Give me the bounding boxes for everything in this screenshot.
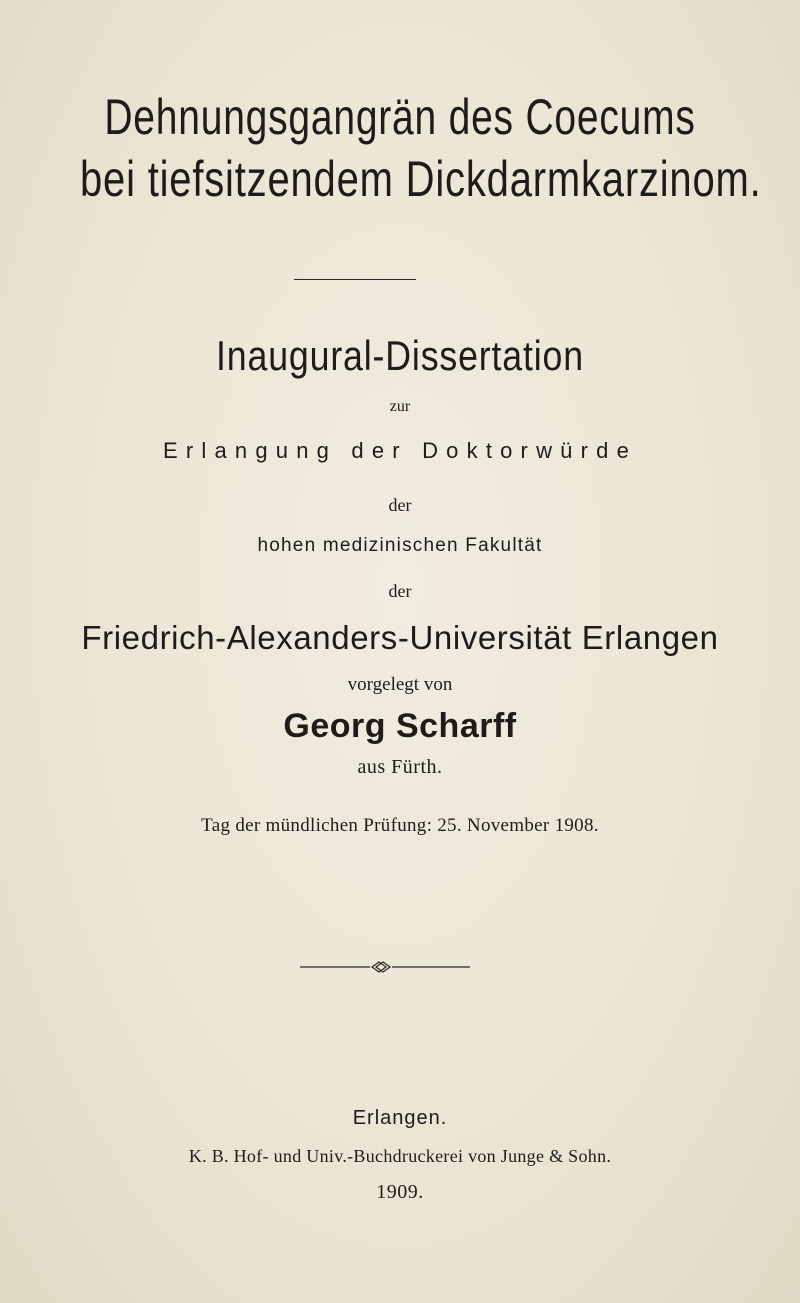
title-line-2: bei tiefsitzendem Dickdarmkarzinom. [80,151,762,207]
degree-purpose: Erlangung der Doktorwürde [162,438,638,463]
imprint-city: Erlangen. [352,1107,448,1129]
imprint-printer: K. B. Hof- und Univ.-Buchdruckerei von Junge & Sohn. [188,1146,612,1166]
title-line-1: Dehnungsgangrän des Coecums [104,89,696,145]
imprint-year: 1909. [376,1181,424,1203]
ornament-divider-icon [300,960,470,974]
der-text-2: der [388,581,412,601]
zur-text: zur [389,398,411,415]
author-name: Georg Scharff [283,707,517,745]
faculty-name: hohen medizinischen Fakultät [257,535,543,556]
dissertation-heading: Inaugural-Dissertation [216,332,584,379]
exam-date: Tag der mündlichen Prüfung: 25. November 1908. [201,815,599,836]
presented-by: vorgelegt von [347,674,453,695]
university-name: Friedrich-Alexanders-Universität Erlangen [81,619,719,656]
author-origin: aus Fürth. [357,756,443,778]
der-text-1: der [388,495,412,515]
divider-rule [294,279,416,280]
